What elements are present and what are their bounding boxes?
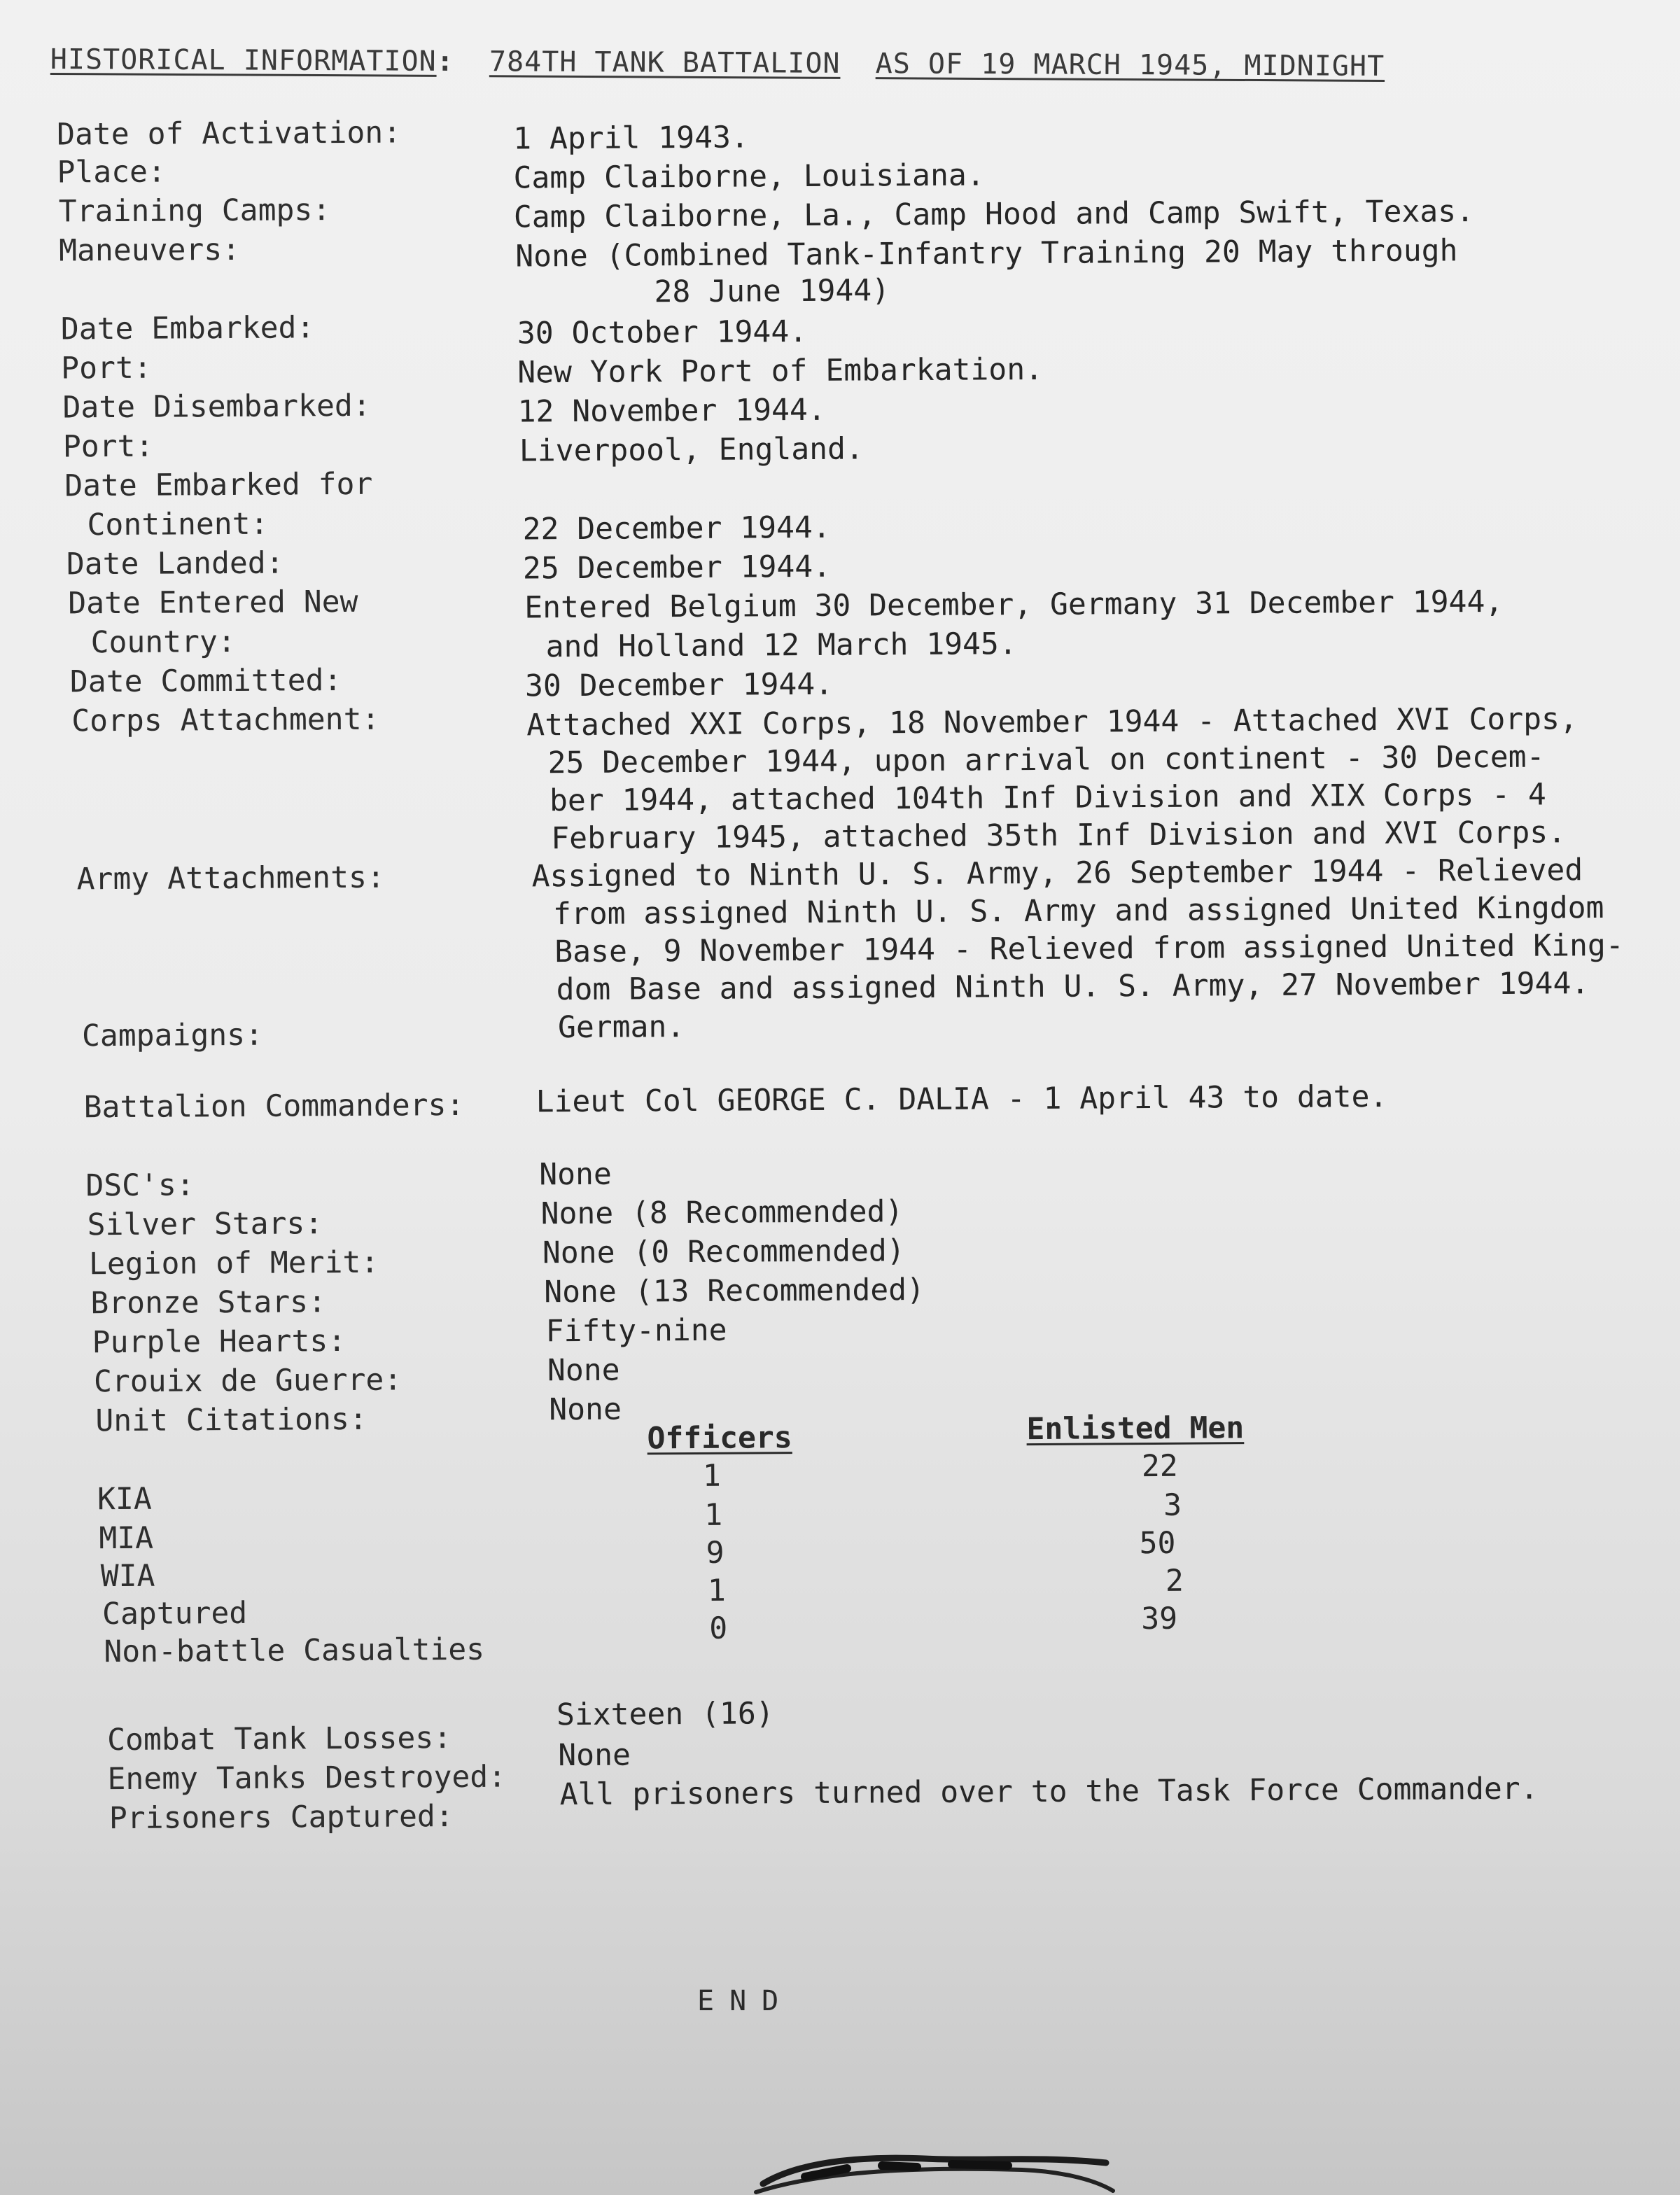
- casualty-officers-non-battle: 0: [709, 1611, 728, 1646]
- title-unit: 784TH TANK BATTALION: [489, 45, 841, 80]
- casualty-officers-mia: 1: [704, 1497, 723, 1533]
- casualty-enlisted-mia: 3: [1163, 1487, 1182, 1523]
- label-croix-de-guerre: Crouix de Guerre:: [93, 1362, 402, 1400]
- label-battalion-commanders: Battalion Commanders:: [83, 1087, 465, 1125]
- value-corps-line4: February 1945, attached 35th Inf Division and XVI Corps.: [551, 815, 1567, 857]
- value-croix-de-guerre: None: [547, 1352, 620, 1389]
- value-bronze-stars: None (13 Recommended): [544, 1272, 925, 1310]
- label-unit-citations: Unit Citations:: [95, 1401, 368, 1439]
- value-place: Camp Claiborne, Louisiana.: [513, 157, 985, 196]
- value-port-1: New York Port of Embarkation.: [517, 351, 1044, 391]
- value-date-disembarked: 12 November 1944.: [517, 392, 826, 430]
- label-enemy-tanks-destroyed: Enemy Tanks Destroyed:: [107, 1759, 507, 1797]
- value-army-line2: from assigned Ninth U. S. Army and assigned United Kingdom: [552, 890, 1604, 932]
- value-purple-hearts: Fifty-nine: [545, 1312, 727, 1349]
- casualty-enlisted-kia: 22: [1141, 1448, 1178, 1485]
- value-embarked-continent: 22 December 1944.: [522, 510, 831, 547]
- document-title: [50, 43, 1385, 83]
- end-marker: END: [697, 1985, 794, 2017]
- label-combat-tank-losses: Combat Tank Losses:: [107, 1720, 452, 1758]
- label-entered-country-2: Country:: [90, 624, 236, 661]
- casualty-label-non-battle: Non-battle Casualties: [104, 1632, 485, 1670]
- value-date-activation: 1 April 1943.: [513, 120, 749, 157]
- casualty-officers-captured: 1: [707, 1573, 726, 1608]
- label-bronze-stars: Bronze Stars:: [90, 1284, 327, 1321]
- value-entered-country-2: and Holland 12 March 1945.: [545, 626, 1017, 665]
- label-legion-of-merit: Legion of Merit:: [88, 1244, 379, 1282]
- label-training-camps: Training Camps:: [58, 192, 331, 230]
- label-port-1: Port:: [61, 350, 152, 386]
- column-header-enlisted-men: Enlisted Men: [1026, 1410, 1245, 1447]
- casualty-officers-wia: 9: [706, 1535, 724, 1571]
- value-dscs: None: [539, 1156, 612, 1193]
- casualty-label-kia: KIA: [97, 1481, 152, 1517]
- label-date-activation: Date of Activation:: [57, 115, 402, 153]
- value-corps-line2: 25 December 1944, upon arrival on continent - 30 Decem-: [547, 739, 1545, 781]
- value-battalion-commanders: Lieut Col GEORGE C. DALIA - 1 April 43 to date.: [536, 1079, 1388, 1120]
- casualty-enlisted-captured: 2: [1165, 1563, 1184, 1599]
- value-maneuvers-line2: 28 June 1944): [654, 273, 890, 310]
- label-date-disembarked: Date Disembarked:: [62, 388, 371, 426]
- value-corps-line3: ber 1944, attached 104th Inf Division and XIX Corps - 4: [549, 777, 1546, 819]
- label-date-committed: Date Committed:: [69, 663, 342, 700]
- value-campaigns: German.: [557, 1009, 685, 1046]
- label-dscs: DSC's:: [85, 1167, 195, 1204]
- label-place: Place:: [57, 154, 167, 190]
- value-date-embarked: 30 October 1944.: [517, 314, 808, 351]
- casualty-label-wia: WIA: [100, 1558, 155, 1594]
- label-corps-attachment: Corps Attachment:: [71, 701, 380, 739]
- value-prisoners-captured: All prisoners turned over to the Task Force Commander.: [559, 1771, 1539, 1813]
- value-army-line1: Assigned to Ninth U. S. Army, 26 September 1944 - Relieved: [531, 853, 1583, 895]
- casualty-label-captured: Captured: [102, 1595, 248, 1632]
- label-army-attachments: Army Attachments:: [76, 860, 385, 897]
- value-army-line4: dom Base and assigned Ninth U. S. Army, 27 November 1944.: [556, 966, 1590, 1008]
- title-historical-information: HISTORICAL INFORMATION: [50, 43, 437, 78]
- value-training-camps: Camp Claiborne, La., Camp Hood and Camp Swift, Texas.: [513, 194, 1475, 235]
- value-entered-country-1: Entered Belgium 30 December, Germany 31 December 1944,: [524, 584, 1504, 626]
- value-silver-stars: None (8 Recommended): [540, 1194, 904, 1232]
- label-date-embarked: Date Embarked:: [60, 310, 315, 347]
- value-maneuvers-line1: None (Combined Tank-Infantry Training 20 May through: [515, 233, 1458, 274]
- value-combat-tank-losses: Sixteen (16): [556, 1696, 774, 1733]
- casualty-enlisted-non-battle: 39: [1141, 1601, 1178, 1637]
- label-entered-country-1: Date Entered New: [68, 584, 358, 622]
- signature-mark: [742, 2135, 1120, 2195]
- label-purple-hearts: Purple Hearts:: [92, 1324, 346, 1361]
- value-date-committed: 30 December 1944.: [524, 666, 834, 704]
- value-legion-of-merit: None (0 Recommended): [542, 1233, 905, 1271]
- title-colon: :: [436, 45, 454, 78]
- value-unit-citations: None: [549, 1391, 622, 1428]
- label-campaigns: Campaigns:: [81, 1017, 264, 1054]
- label-maneuvers: Maneuvers:: [59, 232, 241, 269]
- casualty-officers-kia: 1: [702, 1458, 721, 1494]
- label-date-landed: Date Landed:: [66, 545, 284, 582]
- casualty-label-mia: MIA: [99, 1520, 154, 1557]
- value-corps-line1: Attached XXI Corps, 18 November 1944 - Attached XVI Corps,: [526, 701, 1578, 743]
- label-silver-stars: Silver Stars:: [87, 1206, 323, 1243]
- value-port-2: Liverpool, England.: [519, 431, 864, 469]
- value-enemy-tanks-destroyed: None: [558, 1737, 631, 1774]
- label-prisoners-captured: Prisoners Captured:: [108, 1799, 454, 1837]
- label-embarked-continent-2: Continent:: [87, 506, 269, 543]
- value-army-line3: Base, 9 November 1944 - Relieved from assigned United King-: [554, 927, 1624, 970]
- label-port-2: Port:: [62, 428, 154, 465]
- label-embarked-continent-1: Date Embarked for: [64, 466, 373, 504]
- column-header-officers: Officers: [647, 1420, 792, 1457]
- value-date-landed: 25 December 1944.: [522, 549, 832, 587]
- title-as-of: AS OF 19 MARCH 1945, MIDNIGHT: [875, 48, 1385, 83]
- casualty-enlisted-wia: 50: [1139, 1525, 1176, 1562]
